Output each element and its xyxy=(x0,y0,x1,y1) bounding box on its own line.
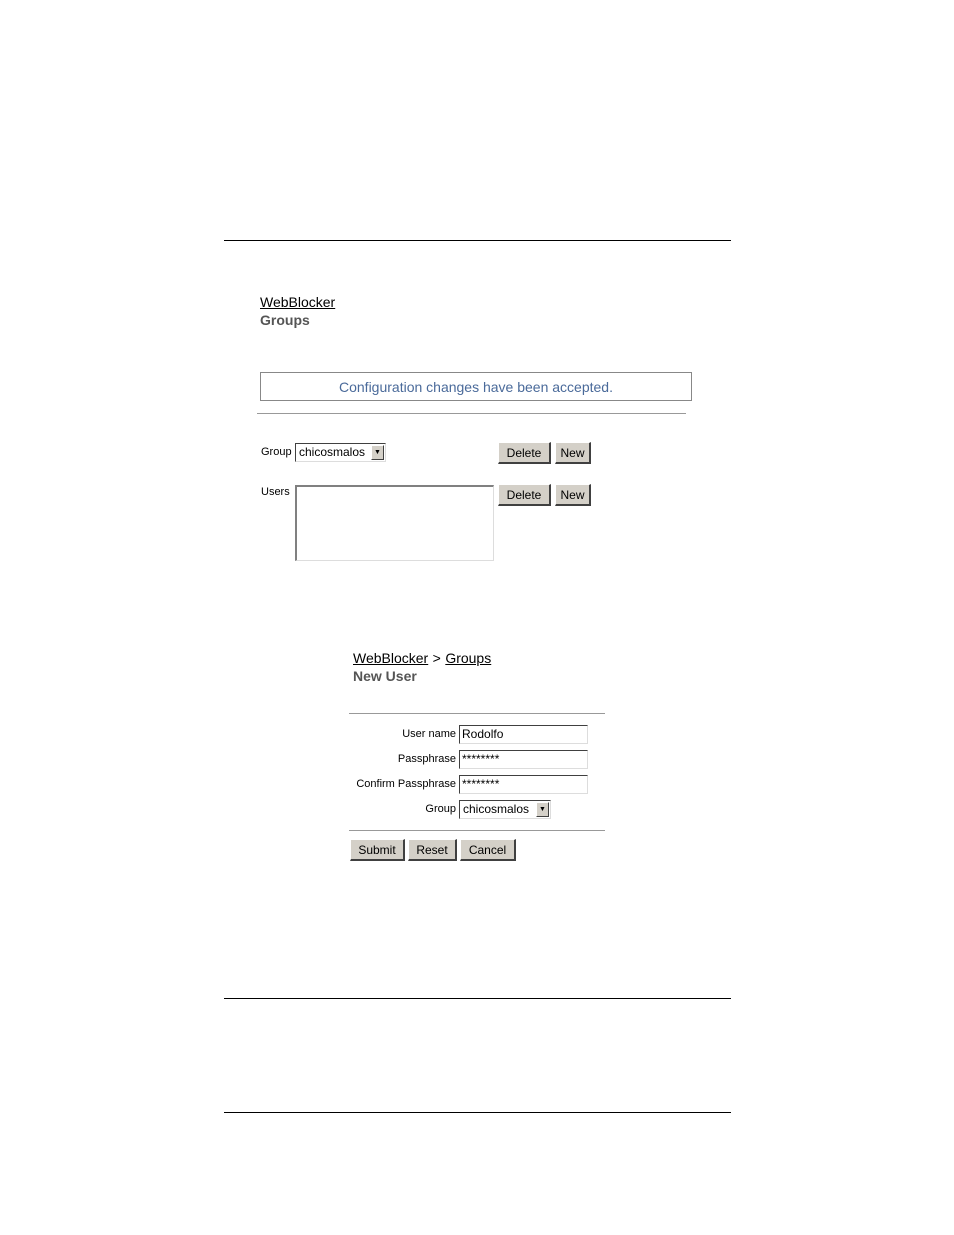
breadcrumb-separator: > xyxy=(432,650,441,666)
group-label: Group xyxy=(261,446,292,458)
new-group-button[interactable]: New xyxy=(555,442,591,464)
users-label: Users xyxy=(261,486,290,498)
confirm-passphrase-label: Confirm Passphrase xyxy=(356,778,456,790)
chevron-down-icon[interactable]: ▼ xyxy=(371,445,384,460)
page-middle-rule xyxy=(224,998,731,999)
page-top-rule xyxy=(224,240,731,241)
breadcrumb xyxy=(353,650,491,668)
users-listbox[interactable] xyxy=(295,485,494,561)
page-bottom-rule xyxy=(224,1112,731,1113)
submit-button[interactable]: Submit xyxy=(350,839,405,861)
status-message: Configuration changes have been accepted. xyxy=(260,372,692,401)
group-label: Group xyxy=(425,803,456,815)
group-select[interactable] xyxy=(459,800,551,819)
cancel-button[interactable]: Cancel xyxy=(460,839,516,861)
delete-user-button[interactable]: Delete xyxy=(498,484,551,506)
confirm-passphrase-input[interactable]: ******** xyxy=(459,775,588,794)
page-title: Groups xyxy=(260,312,310,328)
form-top-divider xyxy=(349,713,605,714)
group-select-value: chicosmalos xyxy=(463,802,530,816)
page-title: New User xyxy=(353,668,417,684)
username-input[interactable]: Rodolfo xyxy=(459,725,588,744)
username-label: User name xyxy=(402,728,456,740)
group-select-value: chicosmalos xyxy=(299,445,366,459)
chevron-down-icon[interactable]: ▼ xyxy=(536,802,549,817)
group-select[interactable] xyxy=(295,443,386,462)
passphrase-input[interactable]: ******** xyxy=(459,750,588,769)
breadcrumb-webblocker-link[interactable]: WebBlocker xyxy=(260,294,336,310)
reset-button[interactable]: Reset xyxy=(408,839,457,861)
delete-group-button[interactable]: Delete xyxy=(498,442,551,464)
breadcrumb-groups-link[interactable]: Groups xyxy=(445,650,492,666)
new-user-button[interactable]: New xyxy=(555,484,591,506)
form-bottom-divider xyxy=(349,830,605,831)
passphrase-label: Passphrase xyxy=(397,753,456,765)
divider xyxy=(257,413,686,414)
breadcrumb-webblocker-link[interactable]: WebBlocker xyxy=(353,650,429,666)
